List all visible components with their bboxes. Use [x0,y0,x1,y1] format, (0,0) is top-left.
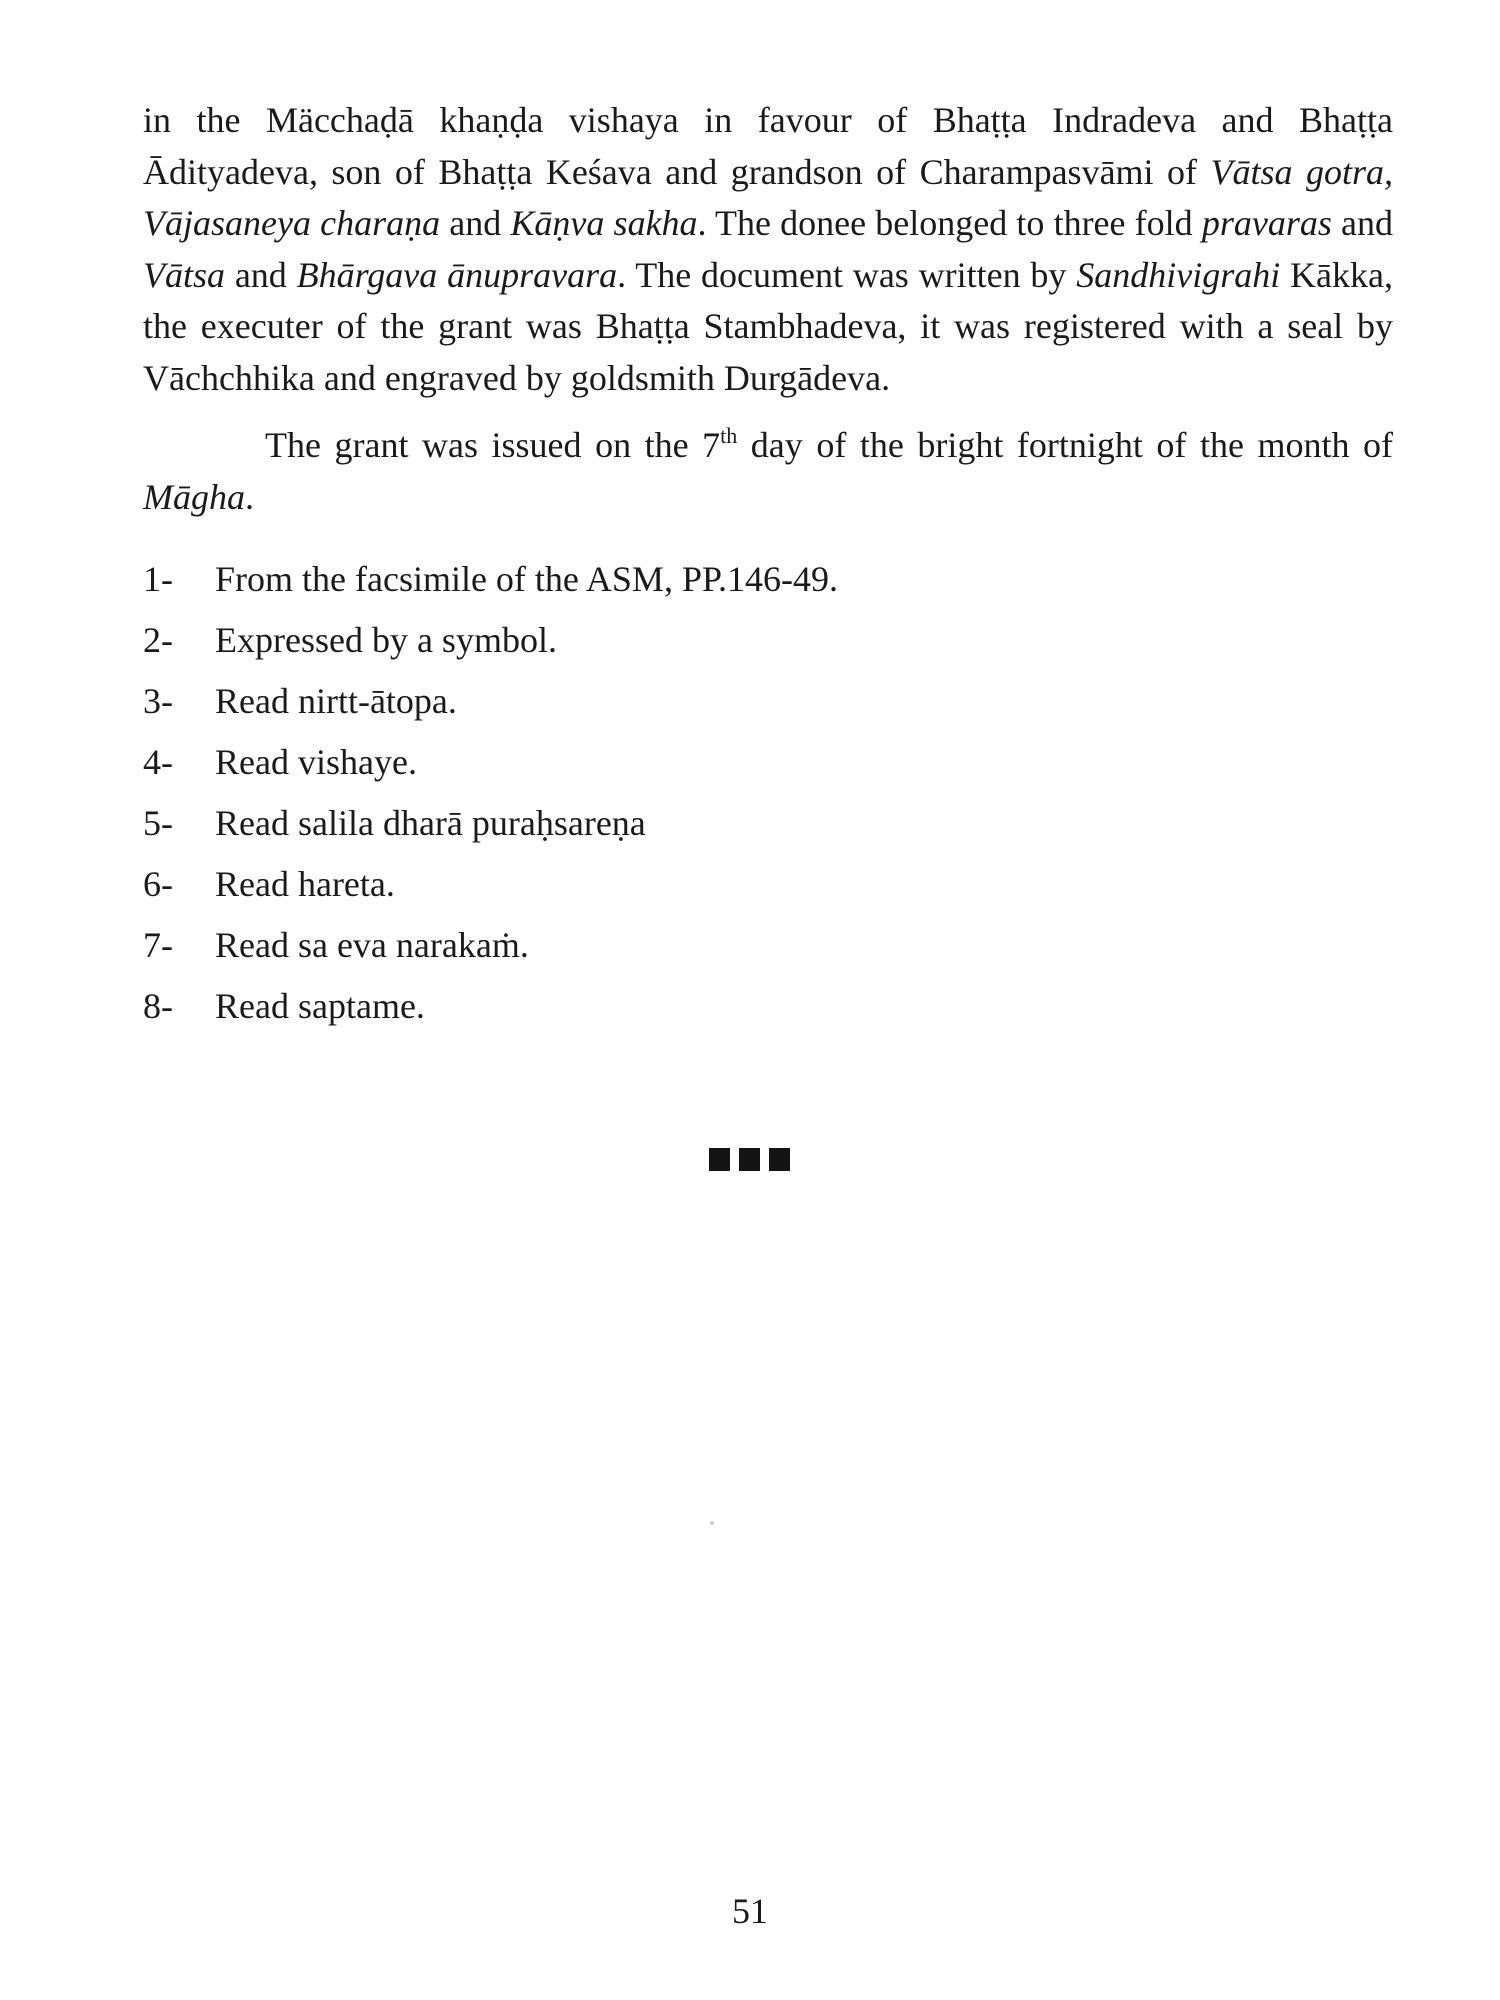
italic-term: Bhārgava ānupravara [296,254,618,295]
footnote-number: 6- [143,864,173,904]
footnotes-list [143,549,1393,1037]
page-number: 51 [732,1891,768,1931]
footnote-item [143,915,1393,976]
scan-speck [710,1521,714,1525]
text-run: The grant was issued on the 7 [265,425,721,465]
text-run: and [1331,203,1393,243]
ordinal-suffix: th [720,423,738,448]
italic-term: Vātsa [143,254,226,295]
footnote-item [143,793,1393,854]
italic-term: pravaras [1201,203,1332,243]
footnote-item [143,732,1393,793]
footnote-item [143,976,1393,1037]
footnote-item [143,610,1393,671]
body-paragraph-1 [143,95,1393,404]
italic-term: Vātsa gotra, Vājasaneya charaṇa [143,151,1393,243]
footnote-text: From the facsimile of the ASM, PP.146-49. [215,559,838,599]
footnote-number: 3- [143,681,173,721]
divider-square-icon [769,1148,790,1171]
divider-square-icon [709,1148,730,1171]
text-run: and [440,203,511,243]
text-run: and [225,254,297,295]
footnote-item [143,549,1393,610]
text-run: day of the bright fortnight of the month of [737,425,1393,465]
footnote-text: Read salila dharā puraḥsareṇa [215,803,646,843]
divider-square-icon [739,1148,760,1171]
italic-term: Sandhivigrahi [1076,254,1281,295]
text-run: . The document was written by [617,254,1077,295]
footnote-number: 1- [143,559,173,599]
footnote-text: Read nirtt-ātopa. [215,681,457,721]
footnote-number: 4- [143,742,173,782]
footnote-item [143,854,1393,915]
footnote-text: Read saptame. [215,986,425,1026]
italic-term: Kāṇva sakha [510,203,698,243]
footnote-number: 5- [143,803,173,843]
footnote-text: Read vishaye. [215,742,417,782]
italic-term: Māgha [143,476,245,517]
text-run: . The donee belonged to three fold [697,203,1202,243]
footnote-item [143,671,1393,732]
page-content [143,95,1393,1037]
section-end-divider [709,1148,790,1171]
footnote-number: 7- [143,925,173,965]
body-paragraph-2 [143,420,1393,523]
text-run: . [245,476,254,517]
footnote-number: 2- [143,620,173,660]
footnote-text: Read hareta. [215,864,395,904]
footnote-text: Read sa eva narakaṁ. [215,925,529,965]
footnote-number: 8- [143,986,173,1026]
text-run: Kākka, the executer of the grant was Bhaṭṭa Stambhadeva, it was registered with a seal by Vāchchhika and engraved by goldsmith Durgādeva. [143,254,1393,398]
footnote-text: Expressed by a symbol. [215,620,557,660]
text-run: in the Mäcchaḍā khaṇḍa vishaya in favour of Bhaṭṭa Indradeva and Bhaṭṭa Ādityadeva, son of Bhaṭṭa Keśava and grandson of Charampasvāmi of [143,100,1393,192]
